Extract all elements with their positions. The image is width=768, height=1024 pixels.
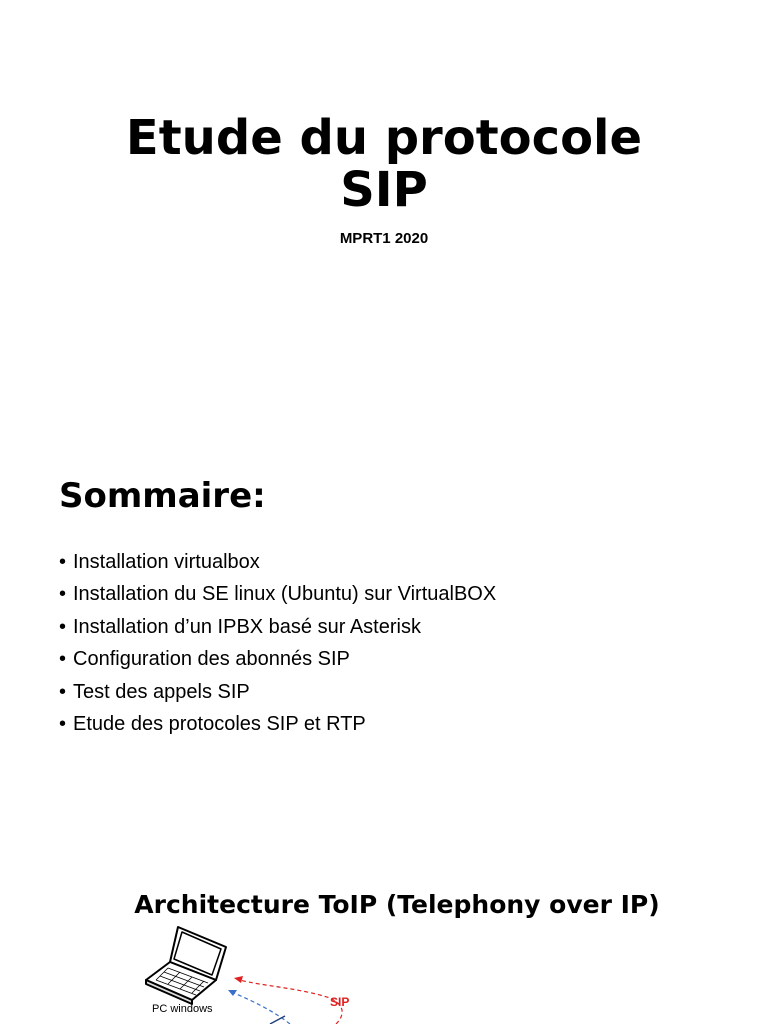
- pc-windows-label: PC windows: [152, 1003, 213, 1015]
- list-item: [59, 645, 496, 677]
- architecture-diagram: [0, 920, 768, 1024]
- list-item: [59, 580, 496, 612]
- summary-heading: Sommaire:: [59, 476, 266, 516]
- list-item: [59, 548, 496, 580]
- bullet: •: [59, 615, 67, 638]
- list-item-text: Installation du SE linux (Ubuntu) sur VirtualBOX: [73, 583, 497, 606]
- main-title-line1: Etude du protocole: [125, 110, 643, 166]
- list-item-text: Etude des protocoles SIP et RTP: [73, 712, 366, 735]
- list-item-text: Test des appels SIP: [73, 680, 250, 703]
- bullet: •: [59, 680, 67, 703]
- summary-list: [59, 548, 496, 742]
- bullet: •: [59, 583, 67, 606]
- sip-label: SIP: [330, 995, 350, 1009]
- signal-arrow: [228, 990, 290, 1024]
- list-item-text: Installation virtualbox: [73, 551, 260, 573]
- bullet: •: [59, 712, 67, 735]
- list-item-text: Installation d’un IPBX basé sur Asterisk: [73, 615, 421, 638]
- list-item-text: Configuration des abonnés SIP: [73, 648, 350, 671]
- sip-arrow: [234, 976, 342, 1024]
- list-item: [59, 613, 496, 645]
- main-title: [0, 112, 768, 216]
- subtitle: MPRT1 2020: [339, 230, 429, 247]
- architecture-title: Architecture ToIP (Telephony over IP): [134, 890, 660, 919]
- summary-slide: [0, 420, 768, 820]
- laptop-icon: [146, 927, 226, 1004]
- bullet: •: [59, 648, 67, 671]
- list-item: [59, 710, 496, 742]
- list-item: [59, 678, 496, 710]
- title-slide: [0, 0, 768, 420]
- bullet: •: [59, 551, 67, 573]
- main-title-line2: SIP: [340, 162, 428, 218]
- architecture-slide: [0, 820, 768, 1024]
